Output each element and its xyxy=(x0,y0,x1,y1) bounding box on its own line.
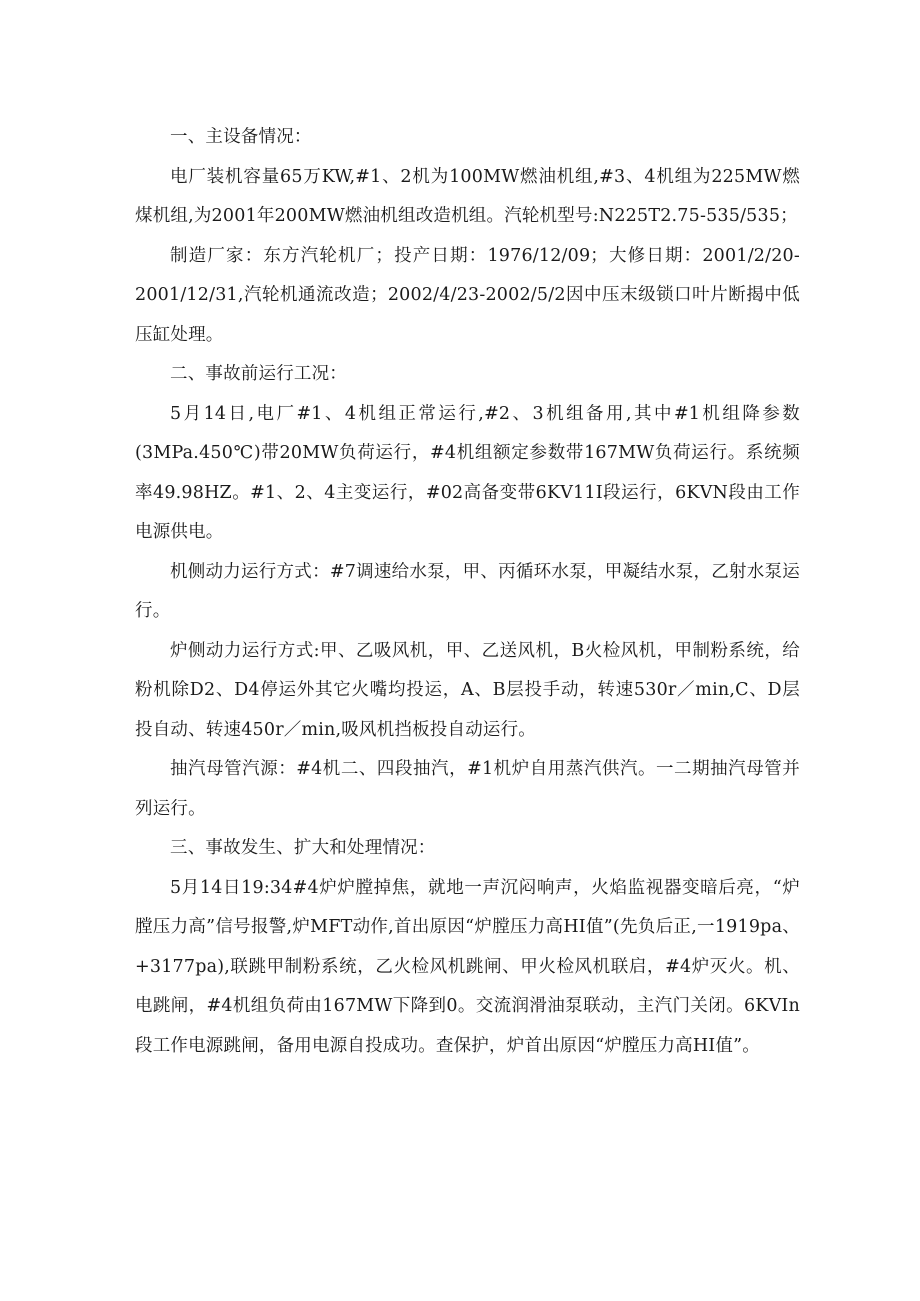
section-heading-equipment: 一、主设备情况： xyxy=(170,127,312,147)
paragraph-turbine-side: 机侧动力运行方式：#7调速给水泵，甲、丙循环水泵，甲凝结水泵，乙射水泵运行。 xyxy=(135,561,800,621)
paragraph-manufacturer: 制造厂家：东方汽轮机厂；投产日期：1976/12/09；大修日期：2001/2/20-2001/12/31,汽轮机通流改造；2002/4/23-2002/5/2因中压末级锁口叶片断揭中低压缸处理。 xyxy=(135,245,800,345)
section-heading-pre-accident: 二、事故前运行工况： xyxy=(170,364,347,384)
paragraph-boiler-side: 炉侧动力运行方式:甲、乙吸风机，甲、乙送风机，B火检风机，甲制粉系统，给粉机除D2、D4停运外其它火嘴均投运，A、B层投手动，转速530r／min,C、D层投自动、转速450r／min,吸风机挡板投自动运行。 xyxy=(135,640,800,740)
paragraph-capacity: 电厂装机容量65万KW,#1、2机为100MW燃油机组,#3、4机组为225MW燃煤机组,为2001年200MW燃油机组改造机组。汽轮机型号:N225T2.75-535/535； xyxy=(135,166,800,226)
paragraph-operation: 5月14日,电厂#1、4机组正常运行,#2、3机组备用,其中#1机组降参数(3MPa.450℃)带20MW负荷运行，#4机组额定参数带167MW负荷运行。系统频率49.98HZ。#1、2、4主变运行，#02高备变带6KV11I段运行，6KVN段由工作电源供电。 xyxy=(135,403,800,542)
paragraph-extraction: 抽汽母管汽源：#4机二、四段抽汽，#1机炉自用蒸汽供汽。一二期抽汽母管并列运行。 xyxy=(135,759,800,819)
paragraph-accident-details: 5月14日19:34#4炉炉膛掉焦，就地一声沉闷响声，火焰监视器变暗后亮，“炉膛压力高”信号报警,炉MFT动作,首出原因“炉膛压力高HI值”(先负后正,一1919pa、+3177pa),联跳甲制粉系统，乙火检风机跳闸、甲火检风机联启，#4炉灭火。机、电跳闸，#4机组负荷由167MW下降到0。交流润滑油泵联动，主汽门关闭。6KVIn段工作电源跳闸，备用电源自投成功。查保护，炉首出原因“炉膛压力高HI值”。 xyxy=(135,877,800,1056)
section-heading-accident: 三、事故发生、扩大和处理情况： xyxy=(170,838,436,858)
document-body xyxy=(135,118,800,1066)
